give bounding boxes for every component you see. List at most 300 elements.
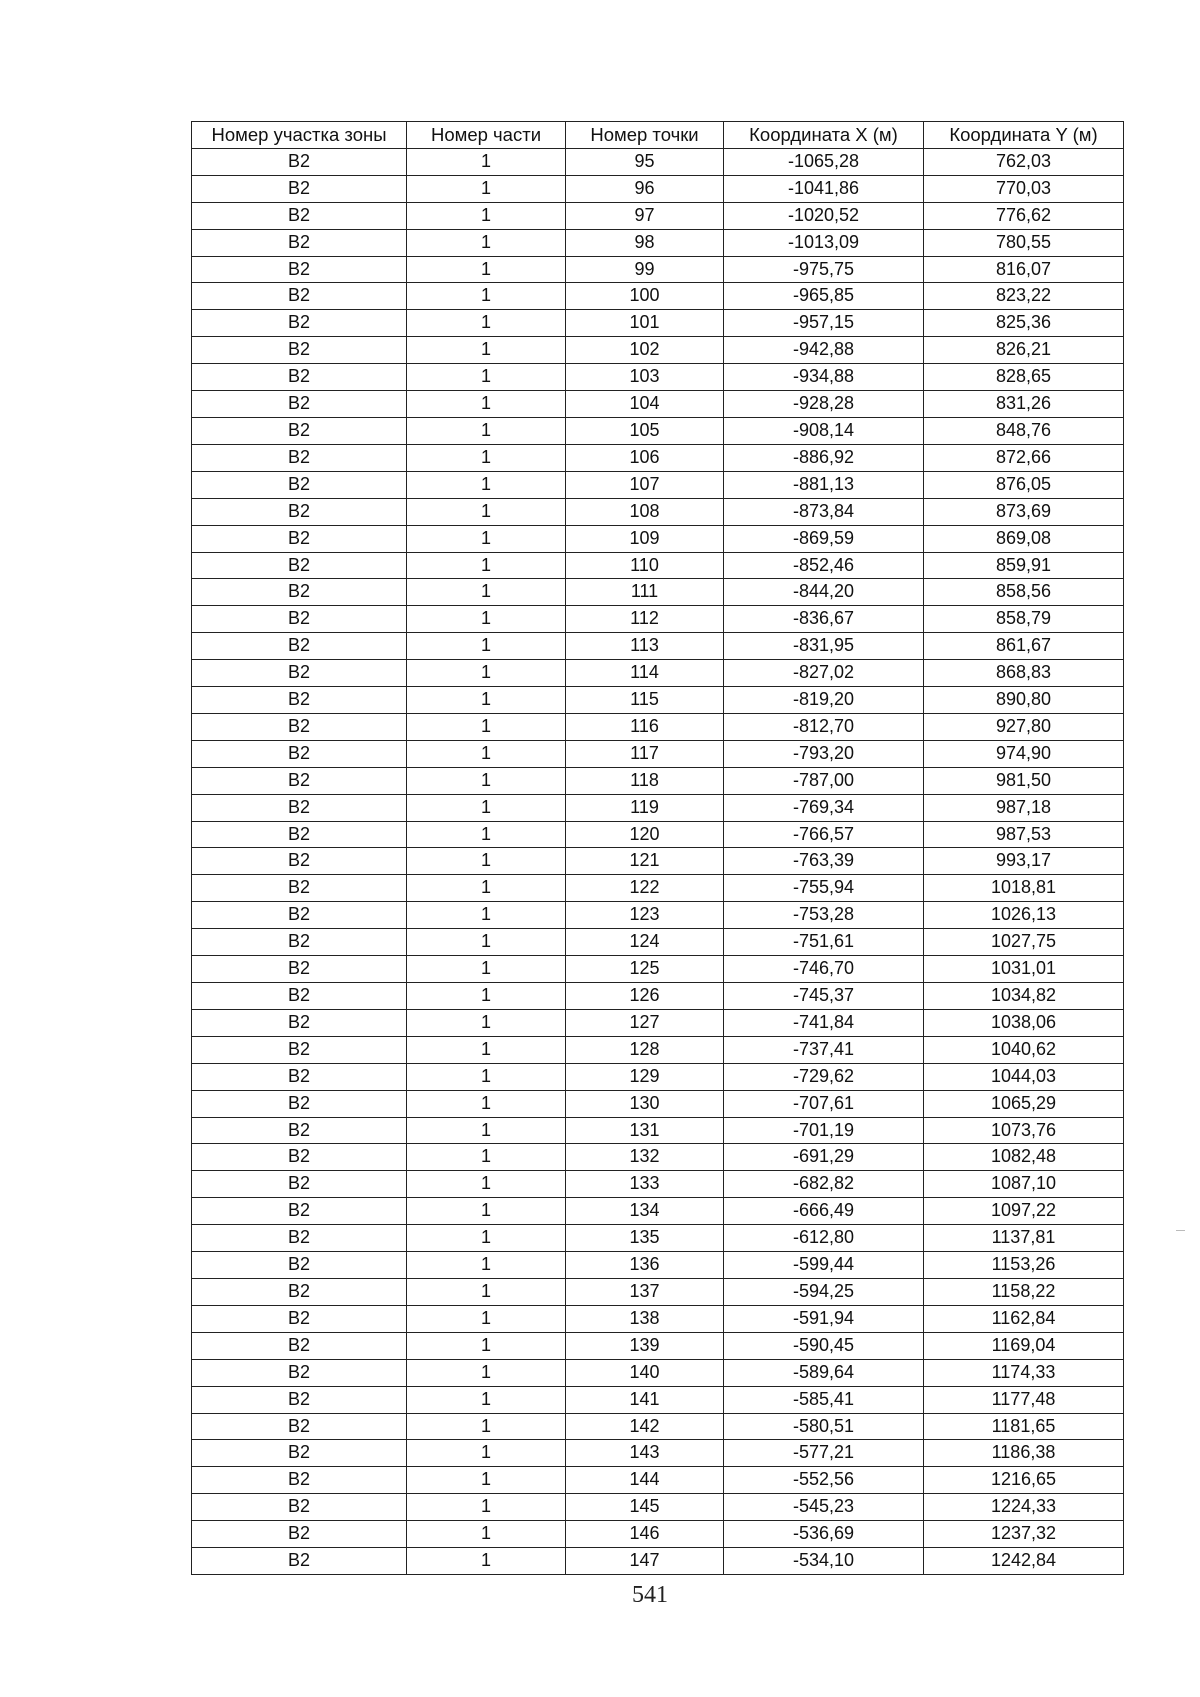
cell-point-number: 119 [566, 794, 724, 821]
table-row [192, 364, 1124, 391]
table-row [192, 1090, 1124, 1117]
cell-point-number: 117 [566, 740, 724, 767]
cell-point-number: 99 [566, 256, 724, 283]
cell-zone-section: В2 [192, 1117, 407, 1144]
cell-point-number: 116 [566, 713, 724, 740]
cell-point-number: 128 [566, 1036, 724, 1063]
cell-part-number: 1 [407, 498, 566, 525]
cell-coordinate-y: 1034,82 [924, 983, 1124, 1010]
cell-zone-section: В2 [192, 875, 407, 902]
cell-coordinate-y: 1169,04 [924, 1332, 1124, 1359]
header-row [192, 122, 1124, 149]
cell-point-number: 100 [566, 283, 724, 310]
cell-zone-section: В2 [192, 1090, 407, 1117]
table-row [192, 1009, 1124, 1036]
table-row [192, 1278, 1124, 1305]
coordinates-table [191, 121, 1124, 1575]
cell-coordinate-y: 861,67 [924, 633, 1124, 660]
table-row [192, 444, 1124, 471]
cell-zone-section: В2 [192, 1386, 407, 1413]
cell-coordinate-y: 1181,65 [924, 1413, 1124, 1440]
cell-part-number: 1 [407, 579, 566, 606]
table-row [192, 417, 1124, 444]
cell-coordinate-x: -908,14 [724, 417, 924, 444]
cell-zone-section: В2 [192, 1521, 407, 1548]
cell-part-number: 1 [407, 687, 566, 714]
cell-part-number: 1 [407, 1305, 566, 1332]
cell-zone-section: В2 [192, 1063, 407, 1090]
table-row [192, 821, 1124, 848]
cell-part-number: 1 [407, 229, 566, 256]
cell-part-number: 1 [407, 337, 566, 364]
cell-zone-section: В2 [192, 202, 407, 229]
cell-part-number: 1 [407, 713, 566, 740]
cell-coordinate-y: 993,17 [924, 848, 1124, 875]
cell-coordinate-y: 1174,33 [924, 1359, 1124, 1386]
cell-coordinate-y: 823,22 [924, 283, 1124, 310]
cell-point-number: 126 [566, 983, 724, 1010]
cell-point-number: 102 [566, 337, 724, 364]
cell-coordinate-x: -580,51 [724, 1413, 924, 1440]
cell-point-number: 137 [566, 1278, 724, 1305]
table-row [192, 1117, 1124, 1144]
table-row [192, 660, 1124, 687]
cell-coordinate-y: 1153,26 [924, 1252, 1124, 1279]
table-header [192, 122, 1124, 149]
cell-zone-section: В2 [192, 848, 407, 875]
cell-coordinate-y: 868,83 [924, 660, 1124, 687]
cell-part-number: 1 [407, 471, 566, 498]
cell-coordinate-y: 1216,65 [924, 1467, 1124, 1494]
cell-coordinate-x: -869,59 [724, 525, 924, 552]
table-row [192, 1332, 1124, 1359]
cell-coordinate-y: 770,03 [924, 175, 1124, 202]
cell-coordinate-x: -793,20 [724, 740, 924, 767]
table-row [192, 713, 1124, 740]
cell-zone-section: В2 [192, 148, 407, 175]
cell-zone-section: В2 [192, 1198, 407, 1225]
cell-coordinate-x: -729,62 [724, 1063, 924, 1090]
cell-coordinate-x: -965,85 [724, 283, 924, 310]
cell-coordinate-y: 1087,10 [924, 1171, 1124, 1198]
cell-coordinate-y: 1237,32 [924, 1521, 1124, 1548]
cell-coordinate-x: -741,84 [724, 1009, 924, 1036]
table-row [192, 202, 1124, 229]
cell-part-number: 1 [407, 175, 566, 202]
table-row [192, 606, 1124, 633]
cell-zone-section: В2 [192, 902, 407, 929]
cell-point-number: 115 [566, 687, 724, 714]
cell-zone-section: В2 [192, 283, 407, 310]
cell-coordinate-y: 1186,38 [924, 1440, 1124, 1467]
cell-part-number: 1 [407, 1467, 566, 1494]
cell-part-number: 1 [407, 1117, 566, 1144]
cell-point-number: 112 [566, 606, 724, 633]
table-row [192, 1036, 1124, 1063]
cell-coordinate-y: 890,80 [924, 687, 1124, 714]
cell-part-number: 1 [407, 1548, 566, 1575]
cell-point-number: 107 [566, 471, 724, 498]
cell-zone-section: В2 [192, 417, 407, 444]
cell-coordinate-x: -1020,52 [724, 202, 924, 229]
cell-point-number: 123 [566, 902, 724, 929]
cell-part-number: 1 [407, 740, 566, 767]
cell-coordinate-x: -769,34 [724, 794, 924, 821]
cell-coordinate-x: -881,13 [724, 471, 924, 498]
cell-point-number: 110 [566, 552, 724, 579]
cell-part-number: 1 [407, 983, 566, 1010]
cell-point-number: 130 [566, 1090, 724, 1117]
table-row [192, 1171, 1124, 1198]
cell-zone-section: В2 [192, 1413, 407, 1440]
cell-coordinate-y: 1082,48 [924, 1144, 1124, 1171]
header-coordinate-x: Координата X (м) [724, 122, 924, 149]
cell-coordinate-x: -577,21 [724, 1440, 924, 1467]
cell-point-number: 103 [566, 364, 724, 391]
cell-coordinate-x: -852,46 [724, 552, 924, 579]
cell-coordinate-x: -942,88 [724, 337, 924, 364]
cell-point-number: 125 [566, 956, 724, 983]
cell-zone-section: В2 [192, 1009, 407, 1036]
cell-coordinate-y: 873,69 [924, 498, 1124, 525]
cell-zone-section: В2 [192, 606, 407, 633]
cell-zone-section: В2 [192, 364, 407, 391]
cell-coordinate-x: -844,20 [724, 579, 924, 606]
cell-coordinate-y: 1224,33 [924, 1494, 1124, 1521]
table-row [192, 956, 1124, 983]
cell-coordinate-y: 869,08 [924, 525, 1124, 552]
cell-coordinate-y: 858,56 [924, 579, 1124, 606]
cell-coordinate-x: -585,41 [724, 1386, 924, 1413]
cell-zone-section: В2 [192, 956, 407, 983]
table-row [192, 175, 1124, 202]
table-row [192, 1359, 1124, 1386]
cell-coordinate-x: -886,92 [724, 444, 924, 471]
cell-coordinate-y: 858,79 [924, 606, 1124, 633]
cell-coordinate-y: 927,80 [924, 713, 1124, 740]
cell-coordinate-x: -552,56 [724, 1467, 924, 1494]
cell-part-number: 1 [407, 1036, 566, 1063]
cell-coordinate-y: 1044,03 [924, 1063, 1124, 1090]
cell-part-number: 1 [407, 1332, 566, 1359]
table-row [192, 902, 1124, 929]
cell-zone-section: В2 [192, 175, 407, 202]
cell-zone-section: В2 [192, 713, 407, 740]
cell-zone-section: В2 [192, 256, 407, 283]
cell-zone-section: В2 [192, 337, 407, 364]
cell-coordinate-x: -975,75 [724, 256, 924, 283]
cell-coordinate-y: 987,18 [924, 794, 1124, 821]
cell-point-number: 118 [566, 767, 724, 794]
cell-coordinate-x: -812,70 [724, 713, 924, 740]
cell-part-number: 1 [407, 1440, 566, 1467]
table-row [192, 1225, 1124, 1252]
cell-coordinate-x: -737,41 [724, 1036, 924, 1063]
cell-zone-section: В2 [192, 929, 407, 956]
cell-point-number: 147 [566, 1548, 724, 1575]
cell-part-number: 1 [407, 848, 566, 875]
cell-point-number: 139 [566, 1332, 724, 1359]
cell-coordinate-y: 776,62 [924, 202, 1124, 229]
cell-coordinate-y: 1242,84 [924, 1548, 1124, 1575]
header-coordinate-y: Координата Y (м) [924, 122, 1124, 149]
cell-coordinate-x: -819,20 [724, 687, 924, 714]
cell-coordinate-x: -701,19 [724, 1117, 924, 1144]
cell-coordinate-x: -612,80 [724, 1225, 924, 1252]
cell-coordinate-y: 987,53 [924, 821, 1124, 848]
cell-point-number: 146 [566, 1521, 724, 1548]
cell-zone-section: В2 [192, 660, 407, 687]
cell-zone-section: В2 [192, 1440, 407, 1467]
cell-coordinate-y: 1177,48 [924, 1386, 1124, 1413]
table-row [192, 337, 1124, 364]
cell-coordinate-x: -599,44 [724, 1252, 924, 1279]
cell-coordinate-x: -707,61 [724, 1090, 924, 1117]
cell-part-number: 1 [407, 1413, 566, 1440]
cell-part-number: 1 [407, 1225, 566, 1252]
cell-part-number: 1 [407, 256, 566, 283]
cell-part-number: 1 [407, 1090, 566, 1117]
table-row [192, 310, 1124, 337]
cell-part-number: 1 [407, 875, 566, 902]
cell-coordinate-x: -753,28 [724, 902, 924, 929]
cell-point-number: 120 [566, 821, 724, 848]
table-row [192, 283, 1124, 310]
table-row [192, 1467, 1124, 1494]
cell-point-number: 142 [566, 1413, 724, 1440]
cell-point-number: 124 [566, 929, 724, 956]
cell-part-number: 1 [407, 660, 566, 687]
cell-coordinate-x: -928,28 [724, 391, 924, 418]
cell-zone-section: В2 [192, 552, 407, 579]
cell-coordinate-x: -755,94 [724, 875, 924, 902]
table-row [192, 256, 1124, 283]
cell-coordinate-y: 1026,13 [924, 902, 1124, 929]
cell-coordinate-x: -591,94 [724, 1305, 924, 1332]
cell-coordinate-x: -536,69 [724, 1521, 924, 1548]
cell-part-number: 1 [407, 148, 566, 175]
table-row [192, 767, 1124, 794]
cell-part-number: 1 [407, 1198, 566, 1225]
cell-coordinate-y: 1158,22 [924, 1278, 1124, 1305]
table-row [192, 552, 1124, 579]
cell-point-number: 141 [566, 1386, 724, 1413]
cell-coordinate-x: -534,10 [724, 1548, 924, 1575]
cell-coordinate-y: 1065,29 [924, 1090, 1124, 1117]
cell-coordinate-y: 872,66 [924, 444, 1124, 471]
cell-coordinate-y: 1073,76 [924, 1117, 1124, 1144]
cell-coordinate-y: 780,55 [924, 229, 1124, 256]
cell-part-number: 1 [407, 552, 566, 579]
cell-part-number: 1 [407, 633, 566, 660]
cell-point-number: 131 [566, 1117, 724, 1144]
cell-coordinate-x: -766,57 [724, 821, 924, 848]
cell-point-number: 104 [566, 391, 724, 418]
table-row [192, 1198, 1124, 1225]
cell-point-number: 140 [566, 1359, 724, 1386]
header-zone-section-number: Номер участка зоны [192, 122, 407, 149]
cell-coordinate-y: 1027,75 [924, 929, 1124, 956]
table-row [192, 1548, 1124, 1575]
cell-point-number: 113 [566, 633, 724, 660]
table-row [192, 1521, 1124, 1548]
cell-coordinate-y: 974,90 [924, 740, 1124, 767]
cell-point-number: 127 [566, 1009, 724, 1036]
cell-zone-section: В2 [192, 1494, 407, 1521]
cell-coordinate-x: -590,45 [724, 1332, 924, 1359]
cell-part-number: 1 [407, 1386, 566, 1413]
cell-coordinate-x: -827,02 [724, 660, 924, 687]
header-part-number: Номер части [407, 122, 566, 149]
scan-artifact-mark [1176, 1230, 1185, 1231]
cell-part-number: 1 [407, 767, 566, 794]
cell-coordinate-y: 1040,62 [924, 1036, 1124, 1063]
cell-part-number: 1 [407, 821, 566, 848]
cell-point-number: 101 [566, 310, 724, 337]
cell-zone-section: В2 [192, 1036, 407, 1063]
cell-coordinate-y: 762,03 [924, 148, 1124, 175]
cell-zone-section: В2 [192, 1171, 407, 1198]
table-row [192, 1063, 1124, 1090]
cell-coordinate-y: 1137,81 [924, 1225, 1124, 1252]
cell-coordinate-x: -589,64 [724, 1359, 924, 1386]
cell-part-number: 1 [407, 310, 566, 337]
cell-coordinate-x: -682,82 [724, 1171, 924, 1198]
cell-part-number: 1 [407, 1359, 566, 1386]
cell-coordinate-x: -831,95 [724, 633, 924, 660]
table-row [192, 633, 1124, 660]
cell-part-number: 1 [407, 956, 566, 983]
table-row [192, 929, 1124, 956]
cell-zone-section: В2 [192, 983, 407, 1010]
cell-point-number: 135 [566, 1225, 724, 1252]
table-row [192, 148, 1124, 175]
table-row [192, 794, 1124, 821]
page-number: 541 [632, 1582, 668, 1608]
cell-coordinate-x: -787,00 [724, 767, 924, 794]
table-row [192, 525, 1124, 552]
cell-coordinate-x: -545,23 [724, 1494, 924, 1521]
cell-point-number: 133 [566, 1171, 724, 1198]
cell-coordinate-x: -836,67 [724, 606, 924, 633]
cell-part-number: 1 [407, 1252, 566, 1279]
cell-point-number: 106 [566, 444, 724, 471]
cell-point-number: 144 [566, 1467, 724, 1494]
cell-part-number: 1 [407, 929, 566, 956]
cell-zone-section: В2 [192, 1144, 407, 1171]
cell-coordinate-y: 1097,22 [924, 1198, 1124, 1225]
cell-zone-section: В2 [192, 687, 407, 714]
cell-zone-section: В2 [192, 1548, 407, 1575]
cell-zone-section: В2 [192, 310, 407, 337]
cell-coordinate-y: 876,05 [924, 471, 1124, 498]
cell-zone-section: В2 [192, 229, 407, 256]
cell-part-number: 1 [407, 202, 566, 229]
table-row [192, 687, 1124, 714]
cell-zone-section: В2 [192, 498, 407, 525]
cell-point-number: 132 [566, 1144, 724, 1171]
cell-zone-section: В2 [192, 579, 407, 606]
cell-point-number: 109 [566, 525, 724, 552]
cell-coordinate-x: -745,37 [724, 983, 924, 1010]
table-row [192, 740, 1124, 767]
cell-coordinate-x: -1065,28 [724, 148, 924, 175]
cell-point-number: 95 [566, 148, 724, 175]
cell-coordinate-x: -1041,86 [724, 175, 924, 202]
cell-point-number: 129 [566, 1063, 724, 1090]
cell-point-number: 111 [566, 579, 724, 606]
cell-zone-section: В2 [192, 1252, 407, 1279]
cell-coordinate-x: -873,84 [724, 498, 924, 525]
table-row [192, 1252, 1124, 1279]
cell-part-number: 1 [407, 1521, 566, 1548]
cell-coordinate-y: 848,76 [924, 417, 1124, 444]
table-row [192, 1494, 1124, 1521]
cell-coordinate-y: 1031,01 [924, 956, 1124, 983]
cell-coordinate-x: -763,39 [724, 848, 924, 875]
cell-zone-section: В2 [192, 444, 407, 471]
cell-coordinate-x: -691,29 [724, 1144, 924, 1171]
table-row [192, 875, 1124, 902]
cell-zone-section: В2 [192, 1225, 407, 1252]
cell-point-number: 105 [566, 417, 724, 444]
cell-point-number: 114 [566, 660, 724, 687]
cell-point-number: 122 [566, 875, 724, 902]
table-row [192, 1305, 1124, 1332]
cell-coordinate-x: -1013,09 [724, 229, 924, 256]
table-row [192, 1386, 1124, 1413]
cell-point-number: 98 [566, 229, 724, 256]
cell-coordinate-y: 1038,06 [924, 1009, 1124, 1036]
cell-part-number: 1 [407, 902, 566, 929]
cell-part-number: 1 [407, 364, 566, 391]
cell-point-number: 108 [566, 498, 724, 525]
cell-point-number: 136 [566, 1252, 724, 1279]
table-row [192, 1413, 1124, 1440]
cell-coordinate-x: -746,70 [724, 956, 924, 983]
cell-coordinate-y: 859,91 [924, 552, 1124, 579]
cell-zone-section: В2 [192, 1305, 407, 1332]
cell-zone-section: В2 [192, 1359, 407, 1386]
cell-part-number: 1 [407, 283, 566, 310]
cell-coordinate-x: -666,49 [724, 1198, 924, 1225]
cell-part-number: 1 [407, 794, 566, 821]
header-point-number: Номер точки [566, 122, 724, 149]
cell-coordinate-x: -751,61 [724, 929, 924, 956]
cell-part-number: 1 [407, 417, 566, 444]
cell-zone-section: В2 [192, 471, 407, 498]
cell-coordinate-y: 825,36 [924, 310, 1124, 337]
cell-coordinate-y: 831,26 [924, 391, 1124, 418]
cell-zone-section: В2 [192, 525, 407, 552]
cell-coordinate-x: -957,15 [724, 310, 924, 337]
cell-point-number: 145 [566, 1494, 724, 1521]
cell-part-number: 1 [407, 1494, 566, 1521]
cell-coordinate-x: -934,88 [724, 364, 924, 391]
cell-zone-section: В2 [192, 1332, 407, 1359]
cell-zone-section: В2 [192, 767, 407, 794]
table-row [192, 848, 1124, 875]
table-row [192, 1144, 1124, 1171]
cell-coordinate-y: 826,21 [924, 337, 1124, 364]
cell-zone-section: В2 [192, 633, 407, 660]
cell-coordinate-y: 828,65 [924, 364, 1124, 391]
cell-part-number: 1 [407, 606, 566, 633]
cell-zone-section: В2 [192, 821, 407, 848]
cell-point-number: 97 [566, 202, 724, 229]
table-row [192, 498, 1124, 525]
table-body [192, 148, 1124, 1574]
